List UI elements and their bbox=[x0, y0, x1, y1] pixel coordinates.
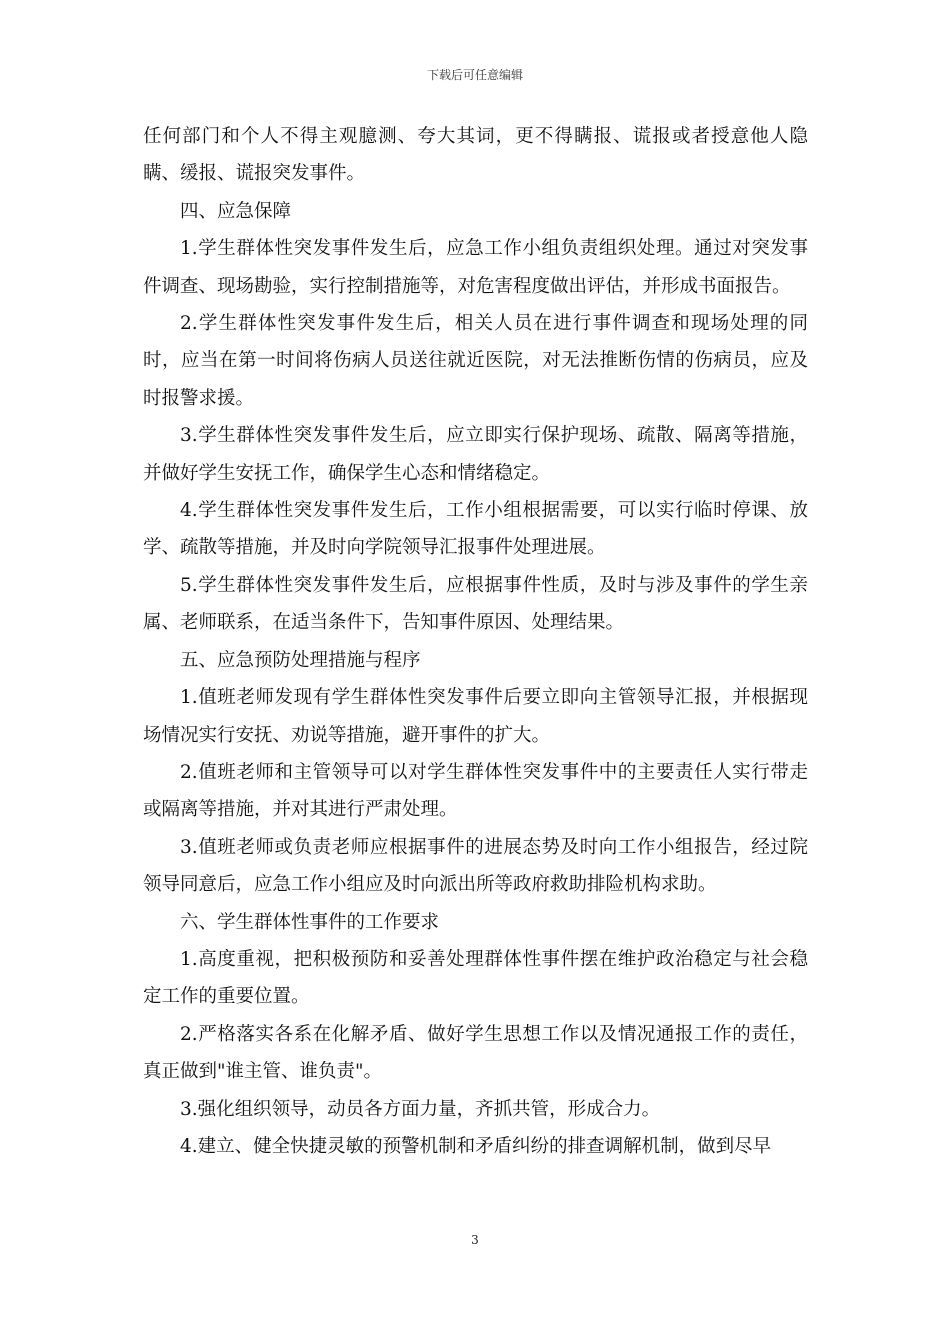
page-header: 下载后可任意编辑 bbox=[426, 68, 523, 82]
paragraph: 4.建立、健全快捷灵敏的预警机制和矛盾纠纷的排查调解机制，做到尽早 bbox=[180, 1135, 772, 1157]
paragraph: 3.值班老师或负责老师应根据事件的进展态势及时向工作小组报告，经过院领导同意后，应急工作小组应及时向派出所等政府救助排险机构求助。 bbox=[143, 836, 808, 896]
paragraph: 1.值班老师发现有学生群体性突发事件后要立即向主管领导汇报，并根据现场情况实行安抚、劝说等措施，避开事件的扩大。 bbox=[143, 687, 808, 746]
section-heading: 四、应急保障 bbox=[180, 200, 292, 222]
paragraph: 2.学生群体性突发事件发生后，相关人员在进行事件调查和现场处理的同时，应当在第一时间将伤病人员送往就近医院，对无法推断伤情的伤病员，应及时报警求援。 bbox=[143, 313, 808, 409]
section-heading: 六、学生群体性事件的工作要求 bbox=[180, 911, 440, 933]
document-body bbox=[143, 118, 808, 1165]
paragraph: 3.学生群体性突发事件发生后，应立即实行保护现场、疏散、隔离等措施，并做好学生安抚工作，确保学生心态和情绪稳定。 bbox=[143, 425, 808, 484]
paragraph: 1.高度重视，把积极预防和妥善处理群体性事件摆在维护政治稳定与社会稳定工作的重要位置。 bbox=[143, 948, 808, 1008]
section-heading: 五、应急预防处理措施与程序 bbox=[180, 649, 421, 671]
paragraph: 5.学生群体性突发事件发生后，应根据事件性质，及时与涉及事件的学生亲属、老师联系，在适当条件下，告知事件原因、处理结果。 bbox=[143, 574, 808, 634]
paragraph: 1.学生群体性突发事件发生后，应急工作小组负责组织处理。通过对突发事件调查、现场勘验，实行控制措施等，对危害程度做出评估，并形成书面报告。 bbox=[143, 238, 808, 297]
page-number: 3 bbox=[471, 1233, 479, 1247]
paragraph: 任何部门和个人不得主观臆测、夸大其词，更不得瞒报、谎报或者授意他人隐瞒、缓报、谎报突发事件。 bbox=[143, 126, 808, 185]
paragraph: 2.值班老师和主管领导可以对学生群体性突发事件中的主要责任人实行带走或隔离等措施，并对其进行严肃处理。 bbox=[143, 761, 808, 821]
paragraph: 3.强化组织领导，动员各方面力量，齐抓共管，形成合力。 bbox=[180, 1098, 661, 1120]
paragraph: 2.严格落实各系在化解矛盾、做好学生思想工作以及情况通报工作的责任，真正做到"谁主管、谁负责"。 bbox=[143, 1023, 808, 1083]
paragraph: 4.学生群体性突发事件发生后，工作小组根据需要，可以实行临时停课、放学、疏散等措施，并及时向学院领导汇报事件处理进展。 bbox=[143, 500, 808, 559]
